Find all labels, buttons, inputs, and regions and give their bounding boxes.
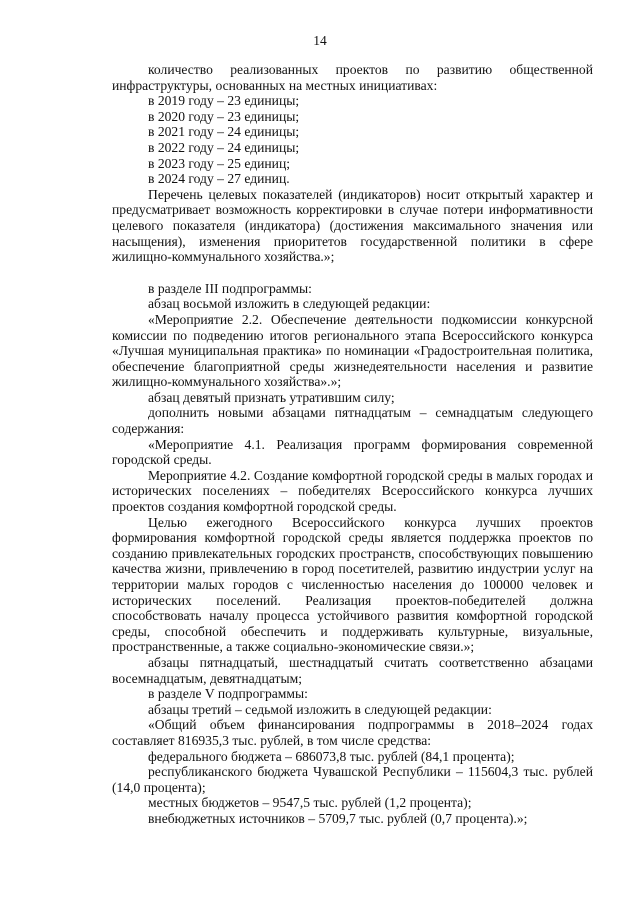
paragraph: внебюджетных источников – 5709,7 тыс. рублей (0,7 процента).»; [148, 810, 528, 826]
paragraph: количество реализованных проектов по развитию общественной инфраструктуры, основанных на местных инициативах: [112, 62, 593, 93]
paragraph: дополнить новыми абзацами пятнадцатым – семнадцатым следующего содержания: [112, 405, 593, 437]
paragraph: в 2019 году – 23 единицы; [148, 93, 300, 109]
page-number: 14 [313, 33, 327, 48]
paragraph: республиканского бюджета Чувашской Республики – 115604,3 тыс. рублей (14,0 процента); [112, 764, 593, 795]
paragraph: абзацы пятнадцатый, шестнадцатый считать соответственно абзацами восемнадцатым, девятнадцатым; [112, 654, 593, 686]
paragraph: абзац восьмой изложить в следующей редакции: [148, 296, 431, 312]
paragraph: в 2024 году – 27 единиц. [148, 171, 290, 187]
paragraph: абзац девятый признать утратившим силу; [148, 389, 395, 405]
paragraph: «Мероприятие 4.1. Реализация программ формирования современной городской среды. [112, 436, 593, 468]
paragraph: абзацы третий – седьмой изложить в следующей редакции: [148, 701, 492, 717]
paragraph: в разделе V подпрограммы: [148, 686, 308, 702]
paragraph: Мероприятие 4.2. Создание комфортной городской среды в малых городах и исторических поселениях – победителях Всероссийского конкурса лучших проектов создания комфортной городской среды. [112, 467, 593, 515]
paragraph: местных бюджетов – 9547,5 тыс. рублей (1,2 процента); [148, 795, 472, 811]
paragraph: Перечень целевых показателей (индикаторов) носит открытый характер и предусматривает возможность корректировки в случае потери информативности целевого показателя (индикатора) (достижения максимального значения или насыщения), изменения приоритетов государственной политики в сфере жилищно-коммунального хозяйства.»; [112, 186, 593, 265]
paragraph: в 2023 году – 25 единиц; [148, 155, 290, 171]
paragraph: Целью ежегодного Всероссийского конкурса лучших проектов формирования комфортной городской среды является поддержка проектов по созданию привлекательных городских пространств, способствующих повышению качества жизни, привлечению в город посетителей, развитию индустрии услуг на территории малых городов с численностью населения до 100000 человек и исторических поселений. Реализация проектов-победителей должна способствовать началу процесса устойчивого развития комфортной городской среды, способной обеспечить и поддерживать культурные, визуальные, пространственные, а также социально-экономические связи.»; [112, 514, 593, 655]
paragraph: федерального бюджета – 686073,8 тыс. рублей (84,1 процента); [148, 748, 515, 764]
document-body [112, 62, 593, 827]
paragraph: в 2021 году – 24 единицы; [148, 124, 300, 140]
paragraph: в 2020 году – 23 единицы; [148, 108, 300, 124]
paragraph: «Общий объем финансирования подпрограммы в 2018–2024 годах составляет 816935,3 тыс. рублей, в том числе средства: [112, 717, 593, 748]
paragraph: в 2022 году – 24 единицы; [148, 139, 300, 155]
paragraph: в разделе III подпрограммы: [148, 280, 312, 296]
paragraph: «Мероприятие 2.2. Обеспечение деятельности подкомиссии конкурсной комиссии по подведению итогов регионального этапа Всероссийского конкурса «Лучшая муниципальная практика» по номинации «Градостроительная политика, обеспечение благоприятной среды жизнедеятельности населения и развитие жилищно-коммунального хозяйства».»; [112, 311, 593, 390]
